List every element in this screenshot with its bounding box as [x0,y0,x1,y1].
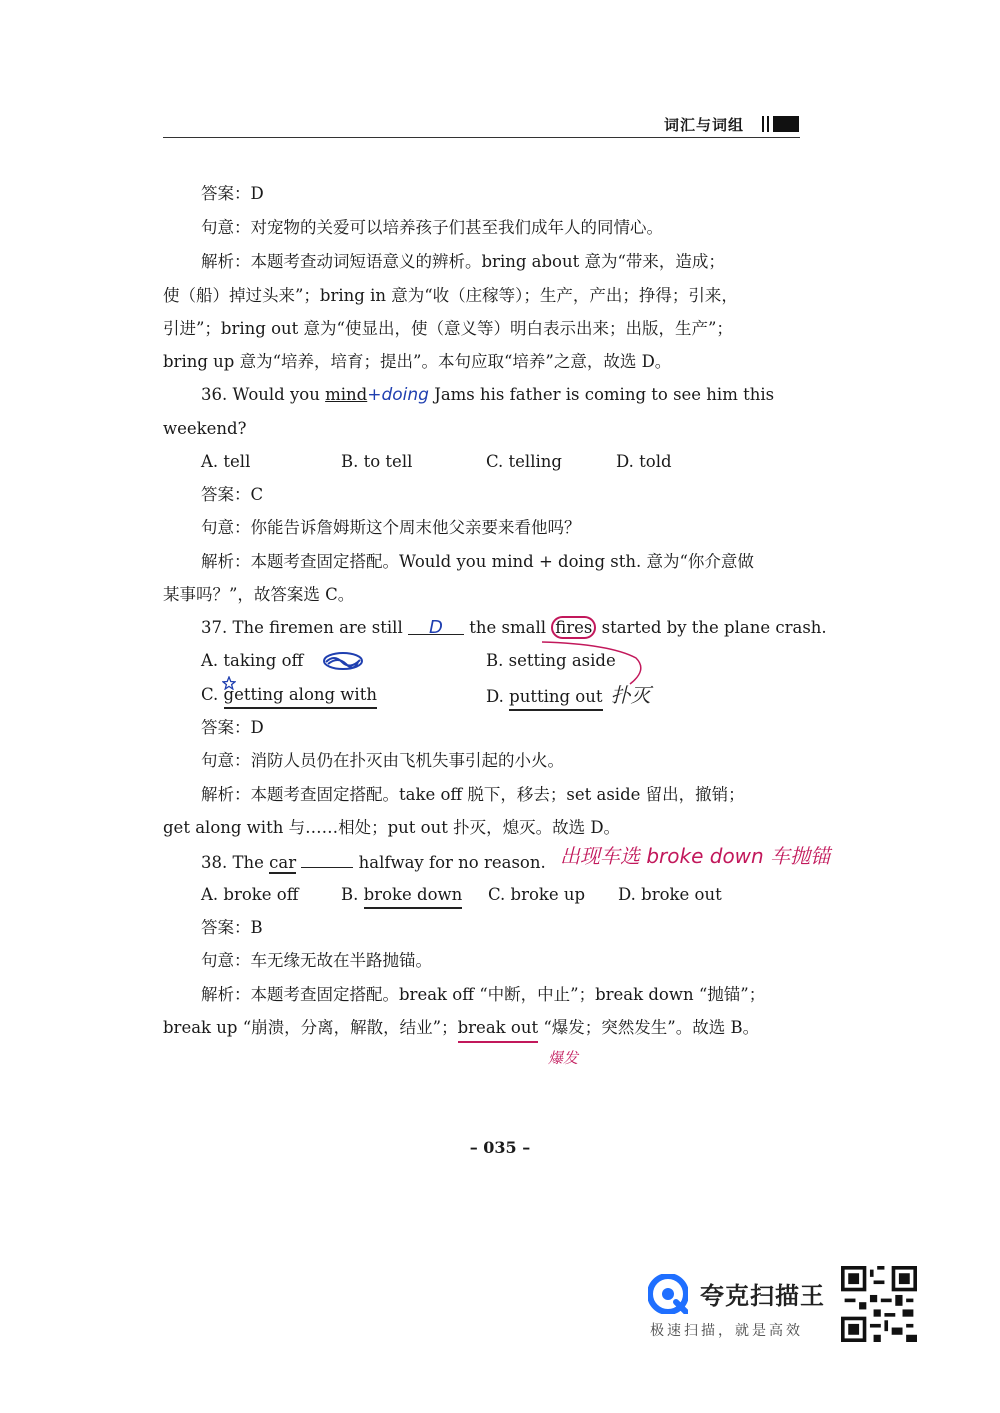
qr-code-icon [838,1266,920,1342]
q38-option-c: C. broke up [488,885,586,904]
answer-36: 答案：C [201,485,264,504]
question-37: 37. The firemen are still D the small fires started by the plane crash. [201,617,827,638]
q37-option-d-underlined: putting out [509,687,602,711]
q37-option-c: C. getting along with [201,685,377,705]
q38-blank [301,851,353,868]
analysis-35-line-2: 使（船）掉过头来”；bring in 意为“收（庄稼等）；生产，产出；挣得；引来， [163,286,738,305]
scribble-mark [322,650,364,672]
meaning-35: 句意：对宠物的关爱可以培养孩子们甚至我们成年人的同情心。 [201,218,663,237]
break-out-underlined: break out [458,1018,539,1043]
meaning-37: 句意：消防人员仍在扑灭由飞机失事引起的小火。 [201,751,564,770]
page-number: – 035 – [469,1138,531,1157]
handwritten-note-38b: 爆发 [548,1049,579,1067]
analysis-38-line-1: 解析：本题考查固定搭配。break off “中断，中止”；break down “抛锚”； [201,985,766,1004]
handwritten-note-38: 出现车选 broke down 车抛锚 [560,844,831,868]
analysis-38-line-2: break up “崩溃，分离，解散，结业”；break out “爆发；突然发生”。故选 B。 [163,1018,759,1038]
handwritten-note-37: 扑灭 [610,683,651,707]
handwritten-doing: +doing [367,385,429,405]
q37-option-c-underlined: getting along with [224,685,377,709]
q37-option-a: A. taking off [201,651,304,670]
q38-option-b: B. broke down [341,885,462,905]
answer-35: 答案：D [201,184,264,203]
brand-slogan: 极速扫描，就是高效 [650,1323,803,1339]
analysis-36-line-2: 某事吗？”，故答案选 C。 [163,585,355,604]
q36-mind: mind [325,385,368,404]
header-marks [760,116,800,132]
analysis-35-line-3: 引进”；bring out 意为“使显出，使（意义等）明白表示出来；出版，生产”； [163,319,733,338]
q37-fires-circled: fires [551,616,596,639]
answer-38: 答案：B [201,918,263,937]
q37-option-d: D. putting out 扑灭 [486,685,651,707]
question-36-line-2: weekend? [163,419,247,438]
q37-blank [408,617,464,638]
q36-option-c: C. telling [486,452,562,471]
analysis-35-line-4: bring up 意为“培养，培育；提出”。本句应取“培养”之意，故选 D。 [163,352,672,371]
q36-option-a: A. tell [201,452,251,471]
annotation-curve [540,636,650,688]
analysis-36-line-1: 解析：本题考查固定搭配。Would you mind + doing sth. 意为“你介意做 [201,552,754,571]
meaning-38: 句意：车无缘无故在半路抛锚。 [201,951,432,970]
header-title: 词汇与词组 [663,116,744,134]
analysis-37-line-2: get along with 与……相处；put out 扑灭，熄灭。故选 D。 [163,818,621,837]
analysis-37-line-1: 解析：本题考查固定搭配。take off 脱下，移去；set aside 留出，撤销； [201,785,745,804]
quark-logo-icon [648,1274,688,1314]
q38-option-d: D. broke out [618,885,722,904]
q36-option-b: B. to tell [341,452,413,471]
q36-option-d: D. told [616,452,672,471]
star-mark [222,676,236,690]
answer-37: 答案：D [201,718,264,737]
q37-option-b: B. setting aside [486,651,616,670]
meaning-36: 句意：你能告诉詹姆斯这个周末他父亲要来看他吗？ [201,518,581,537]
q38-option-b-underlined: broke down [364,885,463,909]
brand-name: 夸克扫描王 [700,1282,825,1310]
question-38: 38. The car halfway for no reason. [201,853,546,872]
q38-car: car [269,853,297,872]
q38-option-a: A. broke off [201,885,299,904]
analysis-35-line-1: 解析：本题考查动词短语意义的辨析。bring about 意为“带来，造成； [201,252,725,271]
question-36: 36. Would you mind+doing Jams his father is coming to see him this [201,385,775,405]
handwritten-answer-d: D [429,617,443,638]
page-header [163,112,800,140]
